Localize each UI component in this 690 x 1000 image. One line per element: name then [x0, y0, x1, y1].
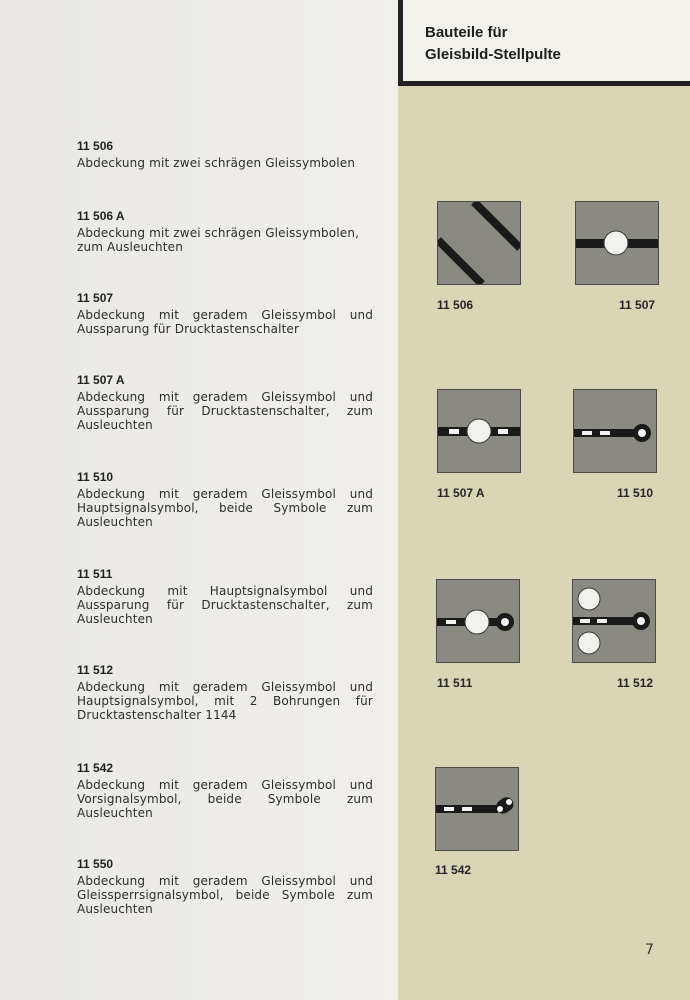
entry-code: 11 510	[77, 470, 114, 484]
entry-11507a	[77, 372, 373, 432]
page-title-line-2: Gleisbild-Stellpulte	[425, 46, 561, 63]
track-with-distant-signal-icon	[436, 768, 518, 850]
track-with-button-hole-icon	[576, 202, 658, 284]
page-title	[425, 22, 561, 66]
entry-code: 11 512	[77, 663, 114, 677]
entry-11506	[77, 138, 373, 170]
tile-11542-distant-signal	[435, 767, 519, 851]
entry-11512	[77, 662, 373, 722]
tile-11510-main-signal	[573, 389, 657, 473]
main-signal-with-two-holes-icon	[573, 580, 655, 662]
entry-11510	[77, 469, 373, 529]
entry-description: Abdeckung mit geradem Gleissymbol und Aussparung für Drucktastenschalter, zum Ausleuchten	[77, 390, 373, 432]
entry-11507	[77, 290, 373, 336]
entry-description: Abdeckung mit geradem Gleissymbol und Aussparung für Drucktastenschalter	[77, 308, 373, 336]
entry-description: Abdeckung mit geradem Gleissymbol und Hauptsignalsymbol, mit 2 Bohrungen für Drucktastenschalter 1144	[77, 680, 373, 722]
entry-code: 11 506	[77, 139, 114, 153]
entry-description: Abdeckung mit zwei schrägen Gleissymbolen	[77, 156, 356, 170]
entry-11550	[77, 856, 373, 916]
page-title-line-1: Bauteile für	[425, 24, 508, 41]
entry-11511	[77, 566, 373, 626]
tile-11507-track-with-hole	[575, 201, 659, 285]
tile-label: 11 542	[435, 863, 472, 877]
entry-code: 11 550	[77, 857, 114, 871]
tile-11512-main-signal-two-holes	[572, 579, 656, 663]
tile-label: 11 506	[437, 298, 474, 312]
tile-11507a-track-with-hole-lit	[437, 389, 521, 473]
track-with-main-signal-icon	[574, 390, 656, 472]
entry-description: Abdeckung mit zwei schrägen Gleissymbolen, zum Ausleuchten	[77, 226, 360, 254]
page-number: 7	[645, 942, 654, 958]
entry-11542	[77, 760, 373, 820]
tile-label: 11 512	[617, 676, 654, 690]
tile-label: 11 511	[437, 676, 473, 690]
entry-code: 11 507 A	[77, 373, 125, 387]
entry-code: 11 506 A	[77, 209, 125, 223]
entry-code: 11 507	[77, 291, 114, 305]
tile-label: 11 507 A	[437, 486, 485, 500]
main-signal-with-button-hole-icon	[437, 580, 519, 662]
entry-code: 11 511	[77, 567, 113, 581]
entry-description: Abdeckung mit geradem Gleissymbol und Vorsignalsymbol, beide Symbole zum Ausleuchten	[77, 778, 373, 820]
tile-label: 11 507	[619, 298, 656, 312]
entry-description: Abdeckung mit Hauptsignalsymbol und Aussparung für Drucktastenschalter, zum Ausleuchten	[77, 584, 373, 626]
header-box	[398, 0, 690, 86]
entry-description: Abdeckung mit geradem Gleissymbol und Hauptsignalsymbol, beide Symbole zum Ausleuchten	[77, 487, 373, 529]
tile-label: 11 510	[617, 486, 654, 500]
tile-11511-main-signal-with-hole	[436, 579, 520, 663]
diagonal-track-symbol-icon	[438, 202, 520, 284]
entry-description: Abdeckung mit geradem Gleissymbol und Gleissperrsignalsymbol, beide Symbole zum Ausleuchten	[77, 874, 373, 916]
entry-code: 11 542	[77, 761, 114, 775]
entry-11506a	[77, 208, 373, 254]
lit-track-with-button-hole-icon	[438, 390, 520, 472]
tile-11506-diagonal-tracks	[437, 201, 521, 285]
